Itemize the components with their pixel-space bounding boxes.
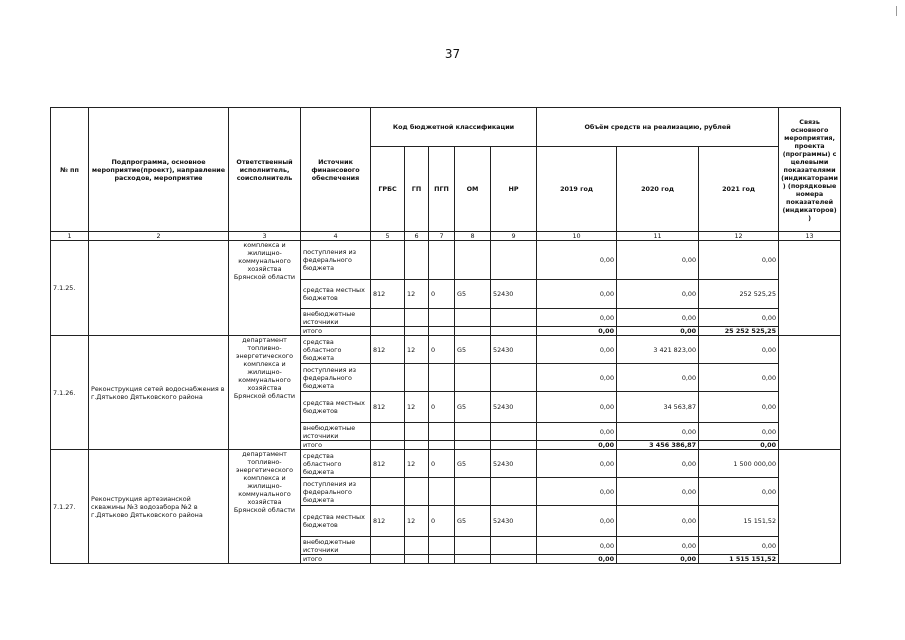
om-code <box>455 423 491 441</box>
amount-2019: 0,00 <box>537 280 617 309</box>
program-name <box>89 241 229 336</box>
total-2019: 0,00 <box>537 441 617 450</box>
column-numbers-row <box>51 232 841 241</box>
pgp-code <box>429 423 455 441</box>
funding-source: поступления из федерального бюджета <box>301 241 371 280</box>
gp-code <box>405 364 429 392</box>
nr-code: 52430 <box>491 336 537 364</box>
om-code: G5 <box>455 336 491 364</box>
table-body <box>51 241 841 564</box>
edge-mark <box>896 6 897 16</box>
nr-code <box>491 555 537 564</box>
grbs-code <box>371 364 405 392</box>
funding-source: поступления из федерального бюджета <box>301 364 371 392</box>
total-2021: 1 515 151,52 <box>699 555 779 564</box>
total-2021: 25 252 525,25 <box>699 327 779 336</box>
row-number: 7.1.25. <box>51 241 89 336</box>
funding-source: итого <box>301 327 371 336</box>
grbs-code: 812 <box>371 336 405 364</box>
header-2019: 2019 год <box>537 147 617 232</box>
om-code <box>455 364 491 392</box>
amount-2020: 0,00 <box>617 450 699 478</box>
amount-2021: 0,00 <box>699 309 779 327</box>
header-responsible: Ответственный исполнитель, соисполнитель <box>229 108 301 232</box>
amount-2020: 0,00 <box>617 241 699 280</box>
amount-2021: 0,00 <box>699 478 779 506</box>
amount-2019: 0,00 <box>537 241 617 280</box>
table-header <box>51 108 841 241</box>
grbs-code <box>371 537 405 555</box>
gp-code: 12 <box>405 280 429 309</box>
amount-2021: 252 525,25 <box>699 280 779 309</box>
amount-2021: 0,00 <box>699 241 779 280</box>
funding-source: внебюджетные источники <box>301 537 371 555</box>
nr-code <box>491 241 537 280</box>
header-volume: Объём средств на реализацию, рублей <box>537 108 779 147</box>
amount-2021: 15 151,52 <box>699 506 779 537</box>
om-code <box>455 327 491 336</box>
amount-2021: 0,00 <box>699 336 779 364</box>
amount-2019: 0,00 <box>537 506 617 537</box>
om-code: G5 <box>455 506 491 537</box>
om-code <box>455 441 491 450</box>
nr-code <box>491 327 537 336</box>
column-number: 9 <box>491 232 537 241</box>
gp-code: 12 <box>405 336 429 364</box>
grbs-code <box>371 441 405 450</box>
grbs-code: 812 <box>371 392 405 423</box>
funding-source: поступления из федерального бюджета <box>301 478 371 506</box>
table-row <box>51 241 841 280</box>
om-code <box>455 309 491 327</box>
column-number: 8 <box>455 232 491 241</box>
funding-source: внебюджетные источники <box>301 423 371 441</box>
budget-table <box>50 107 841 564</box>
header-gp: ГП <box>405 147 429 232</box>
pgp-code <box>429 537 455 555</box>
responsible-executor: департамент топливно-энергетического комплекса и жилищно-коммунального хозяйства Брянской области <box>229 450 301 564</box>
indicator-link <box>779 450 841 564</box>
nr-code <box>491 441 537 450</box>
gp-code <box>405 327 429 336</box>
amount-2019: 0,00 <box>537 537 617 555</box>
total-2019: 0,00 <box>537 555 617 564</box>
om-code <box>455 555 491 564</box>
total-2021: 0,00 <box>699 441 779 450</box>
total-2020: 3 456 386,87 <box>617 441 699 450</box>
gp-code <box>405 537 429 555</box>
gp-code <box>405 423 429 441</box>
amount-2021: 1 500 000,00 <box>699 450 779 478</box>
pgp-code: 0 <box>429 450 455 478</box>
responsible-executor: департамент топливно-энергетического комплекса и жилищно-коммунального хозяйства Брянской области <box>229 336 301 450</box>
column-number: 11 <box>617 232 699 241</box>
responsible-executor: комплекса и жилищно-коммунального хозяйства Брянской области <box>229 241 301 336</box>
om-code <box>455 241 491 280</box>
grbs-code: 812 <box>371 450 405 478</box>
column-number: 10 <box>537 232 617 241</box>
amount-2021: 0,00 <box>699 423 779 441</box>
funding-source: средства местных бюджетов <box>301 392 371 423</box>
nr-code <box>491 423 537 441</box>
column-number: 12 <box>699 232 779 241</box>
header-num: № пп <box>51 108 89 232</box>
om-code: G5 <box>455 450 491 478</box>
header-program: Подпрограмма, основное мероприятие(проект), направление расходов, мероприятие <box>89 108 229 232</box>
total-2019: 0,00 <box>537 327 617 336</box>
amount-2019: 0,00 <box>537 450 617 478</box>
total-2020: 0,00 <box>617 555 699 564</box>
amount-2020: 3 421 823,00 <box>617 336 699 364</box>
funding-source: итого <box>301 441 371 450</box>
nr-code: 52430 <box>491 450 537 478</box>
amount-2020: 0,00 <box>617 537 699 555</box>
om-code <box>455 537 491 555</box>
pgp-code <box>429 241 455 280</box>
funding-source: средства областного бюджета <box>301 450 371 478</box>
row-number: 7.1.26. <box>51 336 89 450</box>
grbs-code <box>371 478 405 506</box>
indicator-link <box>779 241 841 336</box>
pgp-code <box>429 555 455 564</box>
funding-source: средства областного бюджета <box>301 336 371 364</box>
amount-2020: 34 563,87 <box>617 392 699 423</box>
gp-code <box>405 441 429 450</box>
funding-source: итого <box>301 555 371 564</box>
nr-code <box>491 364 537 392</box>
grbs-code <box>371 309 405 327</box>
header-2021: 2021 год <box>699 147 779 232</box>
nr-code: 52430 <box>491 506 537 537</box>
pgp-code <box>429 478 455 506</box>
nr-code <box>491 537 537 555</box>
gp-code <box>405 309 429 327</box>
pgp-code <box>429 364 455 392</box>
column-number: 13 <box>779 232 841 241</box>
grbs-code: 812 <box>371 506 405 537</box>
header-pgp: ПГП <box>429 147 455 232</box>
gp-code: 12 <box>405 392 429 423</box>
column-number: 6 <box>405 232 429 241</box>
header-source: Источник финансового обеспечения <box>301 108 371 232</box>
table-row <box>51 336 841 364</box>
amount-2021: 0,00 <box>699 392 779 423</box>
row-number: 7.1.27. <box>51 450 89 564</box>
nr-code <box>491 309 537 327</box>
amount-2019: 0,00 <box>537 478 617 506</box>
amount-2021: 0,00 <box>699 537 779 555</box>
om-code <box>455 478 491 506</box>
amount-2019: 0,00 <box>537 336 617 364</box>
pgp-code <box>429 309 455 327</box>
nr-code: 52430 <box>491 280 537 309</box>
amount-2020: 0,00 <box>617 478 699 506</box>
page-number: 37 <box>444 47 461 61</box>
header-budget-code: Код бюджетной классификации <box>371 108 537 147</box>
pgp-code <box>429 441 455 450</box>
nr-code <box>491 478 537 506</box>
amount-2020: 0,00 <box>617 309 699 327</box>
gp-code: 12 <box>405 506 429 537</box>
header-om: ОМ <box>455 147 491 232</box>
header-nr: НР <box>491 147 537 232</box>
pgp-code <box>429 327 455 336</box>
gp-code: 12 <box>405 450 429 478</box>
header-2020: 2020 год <box>617 147 699 232</box>
gp-code <box>405 241 429 280</box>
grbs-code: 812 <box>371 280 405 309</box>
nr-code: 52430 <box>491 392 537 423</box>
om-code: G5 <box>455 392 491 423</box>
program-name: Реконструкция артезианской скважины №3 водозабора №2 в г.Дятьково Дятьковского района <box>89 450 229 564</box>
amount-2020: 0,00 <box>617 280 699 309</box>
column-number: 7 <box>429 232 455 241</box>
amount-2020: 0,00 <box>617 423 699 441</box>
amount-2021: 0,00 <box>699 364 779 392</box>
column-number: 5 <box>371 232 405 241</box>
column-number: 3 <box>229 232 301 241</box>
pgp-code: 0 <box>429 280 455 309</box>
table-row <box>51 450 841 478</box>
amount-2020: 0,00 <box>617 364 699 392</box>
grbs-code <box>371 241 405 280</box>
amount-2019: 0,00 <box>537 309 617 327</box>
grbs-code <box>371 555 405 564</box>
column-number: 2 <box>89 232 229 241</box>
header-link: Связь основного мероприятия, проекта (программы) с целевыми показателями (индикаторами) (порядковые номера показателей (индикаторов)) <box>779 108 841 232</box>
gp-code <box>405 555 429 564</box>
amount-2020: 0,00 <box>617 506 699 537</box>
gp-code <box>405 478 429 506</box>
grbs-code <box>371 423 405 441</box>
amount-2019: 0,00 <box>537 423 617 441</box>
amount-2019: 0,00 <box>537 392 617 423</box>
program-name: Реконструкция сетей водоснабжения в г.Дятьково Дятьковского района <box>89 336 229 450</box>
column-number: 1 <box>51 232 89 241</box>
total-2020: 0,00 <box>617 327 699 336</box>
indicator-link <box>779 336 841 450</box>
funding-source: средства местных бюджетов <box>301 280 371 309</box>
amount-2019: 0,00 <box>537 364 617 392</box>
pgp-code: 0 <box>429 392 455 423</box>
funding-source: средства местных бюджетов <box>301 506 371 537</box>
funding-source: внебюджетные источники <box>301 309 371 327</box>
column-number: 4 <box>301 232 371 241</box>
pgp-code: 0 <box>429 336 455 364</box>
grbs-code <box>371 327 405 336</box>
pgp-code: 0 <box>429 506 455 537</box>
om-code: G5 <box>455 280 491 309</box>
header-grbs: ГРБС <box>371 147 405 232</box>
